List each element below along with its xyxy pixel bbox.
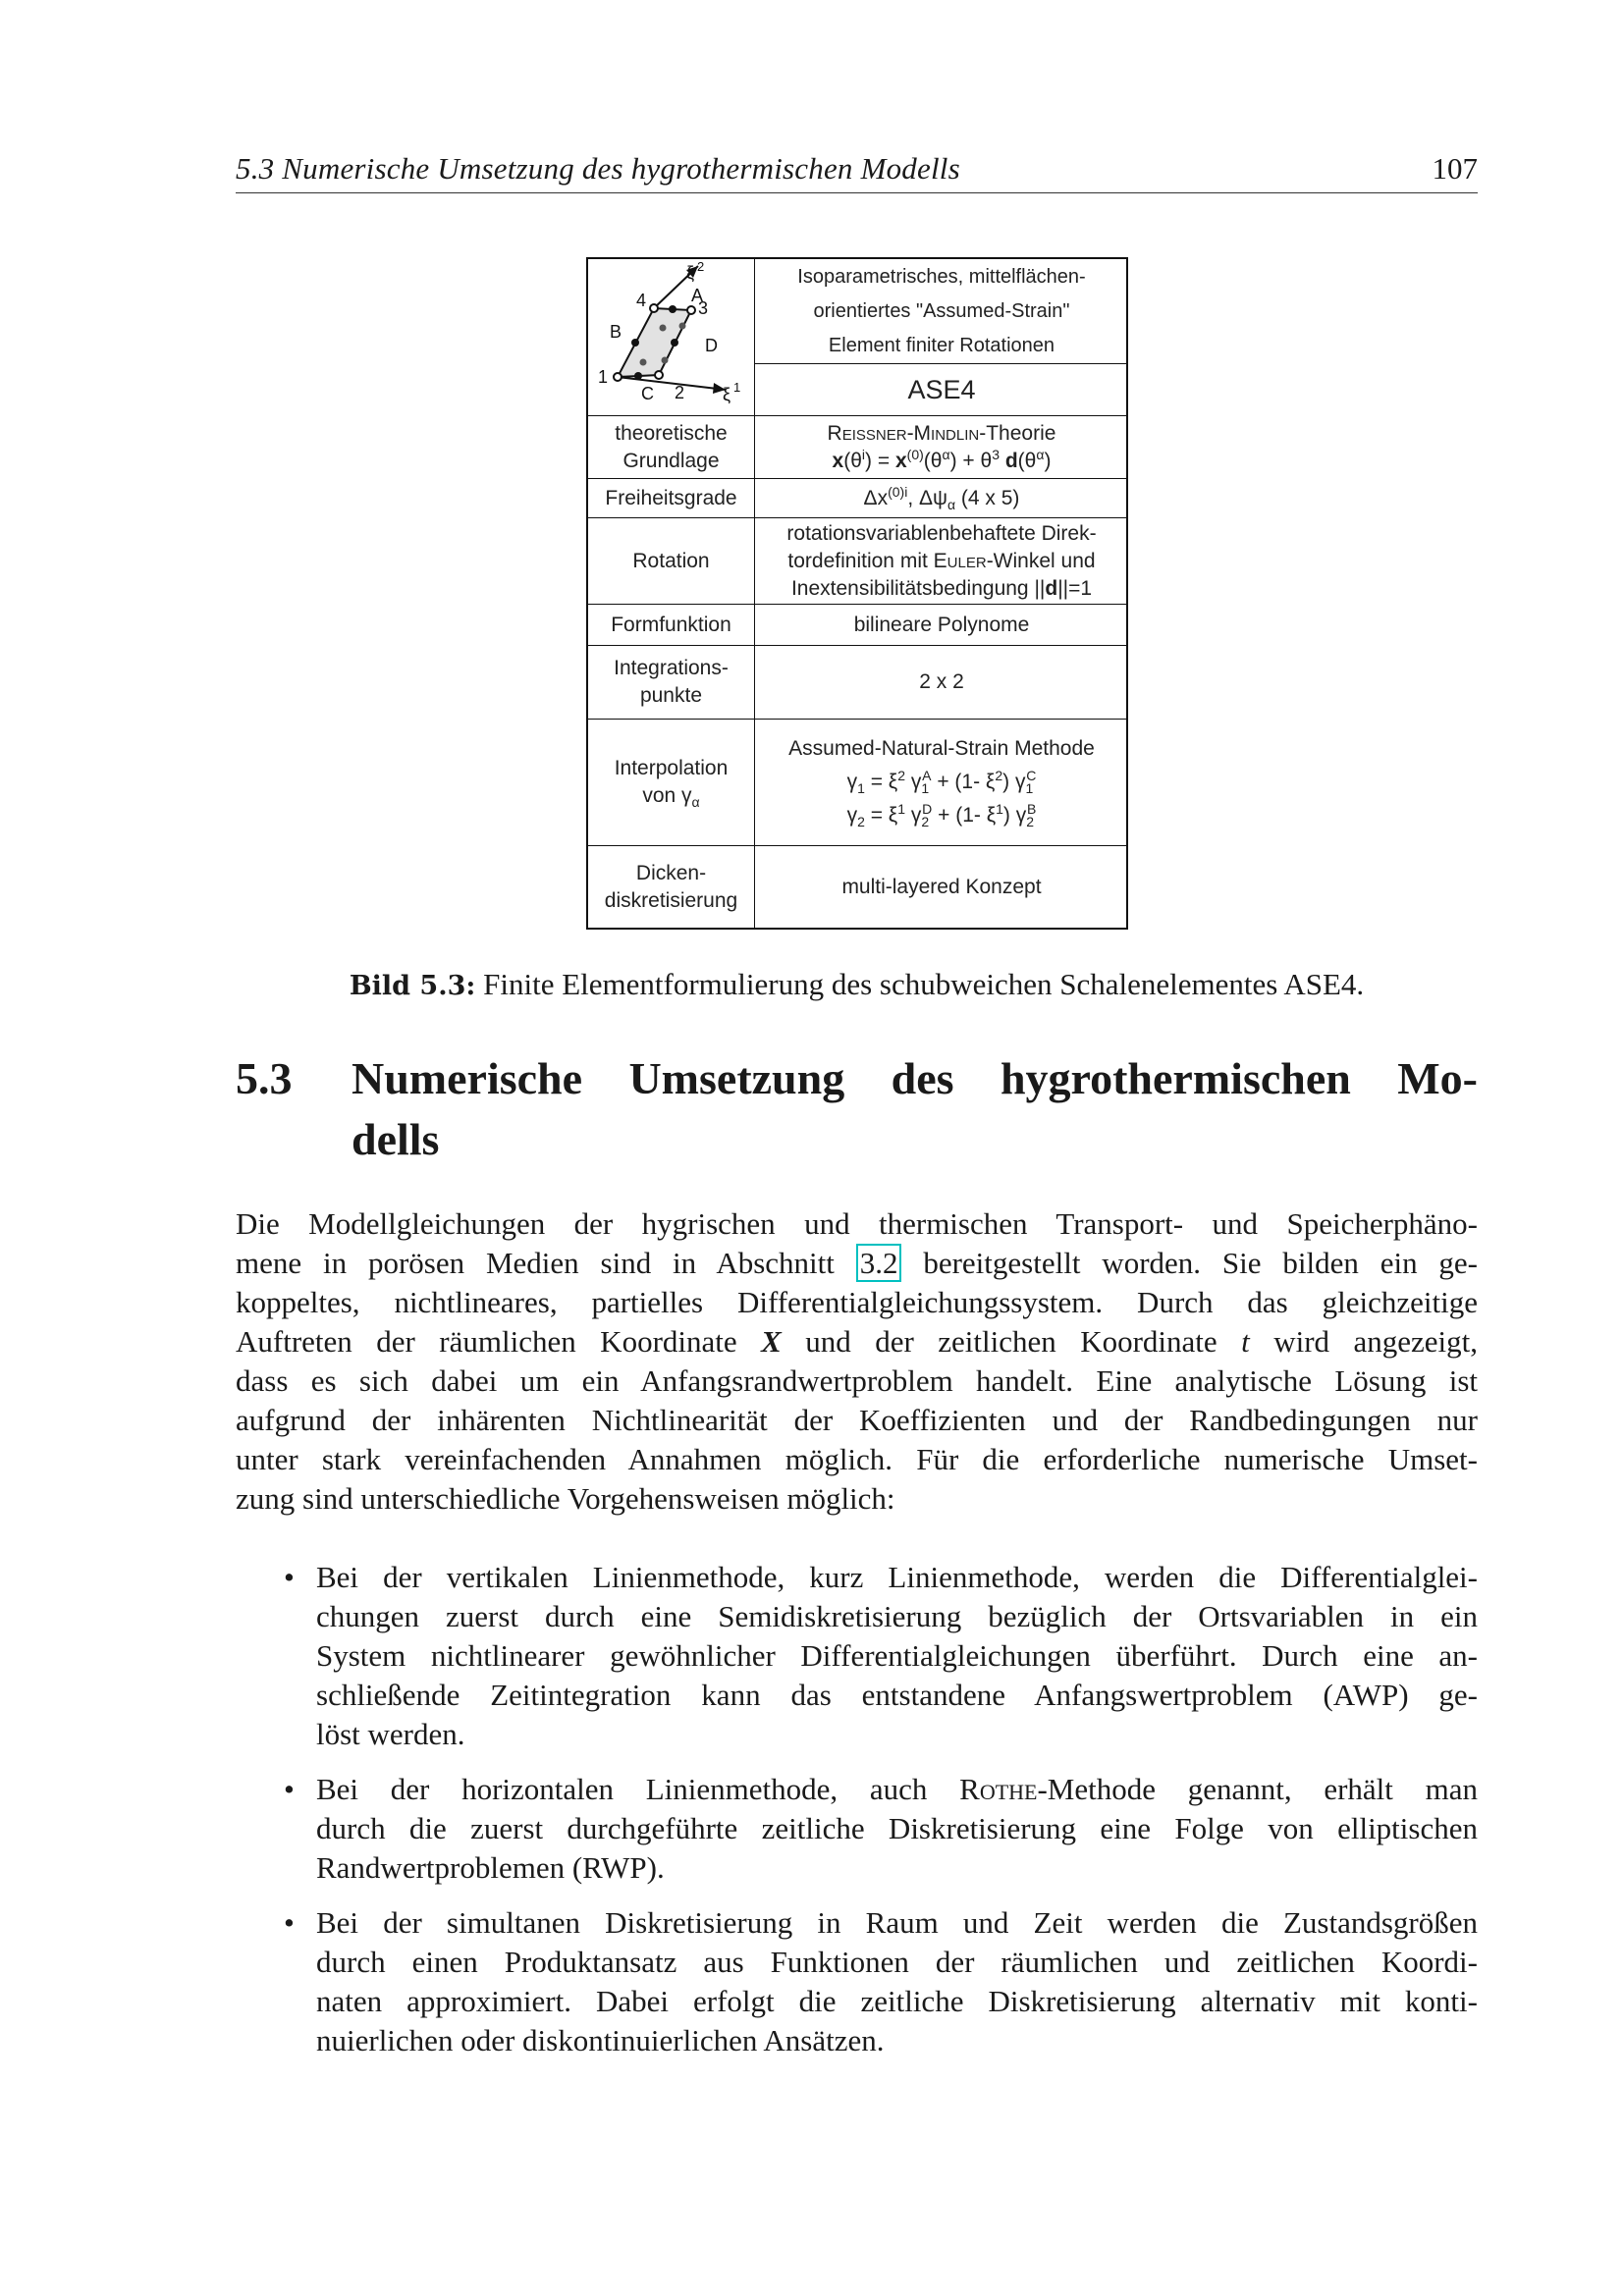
xi1-axis-label: ξ: [723, 385, 731, 404]
integration-label-cell: [588, 646, 754, 719]
theory-formula: $x(\theta^i) = x^{(0)}(\theta^\alpha) + \theta^3$ $d(\theta^\alpha)$: [832, 446, 1052, 472]
thickness-label-line-1: Dicken-: [635, 861, 707, 884]
paragraph-line: mene in porösen Medien sind in Abschnitt 3.2 bereitgestellt worden. Sie bilden ein ge-: [236, 1246, 1479, 1280]
interpolation-label-cell: [588, 720, 754, 845]
paragraph-line: dass es sich dabei um ein Anfangsrandwertproblem handelt. Eine analytische Lösung ist: [236, 1363, 1478, 1398]
paragraph-line: unter stark vereinfachenden Annahmen möglich. Für die erforderliche numerische Umset-: [236, 1442, 1478, 1476]
midpoint-a-label: A: [691, 286, 704, 305]
figure-element-table: [586, 257, 1128, 930]
rotation-value-line-3: Inextensibilitätsbedingung ||d||=1: [790, 576, 1093, 600]
midpoint-b-marker: [631, 339, 639, 347]
paragraph-line: koppeltes, nichtlineares, partielles Differentialgleichungssystem. Durch das gleichzeitige: [236, 1285, 1478, 1319]
math-symbol-x: X: [761, 1324, 782, 1359]
list-item-text: [316, 1770, 1478, 1888]
body-paragraph: [236, 1204, 1478, 1519]
interpolation-label-line-2: von $\gamma_\alpha$: [642, 784, 700, 811]
shape-value: bilineare Polynome: [853, 613, 1030, 636]
xi2-axis-label: ξ: [686, 263, 695, 283]
theory-label-line-2: Grundlage: [622, 449, 720, 472]
rotation-label-cell: [588, 518, 754, 604]
bullet-icon: •: [284, 1772, 295, 1806]
node-2-marker: [655, 371, 663, 379]
thickness-label-line-2: diskretisierung: [604, 888, 738, 912]
list-item-line: System nichtlinearer gewöhnlicher Differentialgleichungen überführt. Durch eine an-: [316, 1638, 1478, 1673]
xi1-axis-sup: 1: [733, 380, 741, 395]
dof-label: Freiheitsgrade: [605, 486, 737, 509]
integration-value-cell: [755, 646, 1128, 719]
list-item-line: schließende Zeitintegration kann das entstandene Anfangswertproblem (AWP) ge-: [316, 1678, 1478, 1712]
section-title: [352, 1048, 1478, 1170]
xi2-axis-sup: 2: [697, 259, 705, 274]
list-item-line: Randwertproblemen (RWP).: [316, 1850, 665, 1885]
list-item-line: Bei der horizontalen Linienmethode, auch Rothe-Methode genannt, erhält man: [316, 1772, 1478, 1806]
list-item-text: [316, 1558, 1478, 1754]
integration-value: 2 x 2: [919, 670, 964, 693]
list-item-text: [316, 1903, 1478, 2060]
paragraph-line: Die Modellgleichungen der hygrischen und thermischen Transport- und Speicherphäno-: [236, 1206, 1478, 1241]
list-item-line: nuierlichen oder diskontinuierlichen Ansätzen.: [316, 2023, 885, 2057]
midpoint-b-label: B: [610, 322, 622, 342]
gauss-point-4: [679, 323, 686, 330]
figure-caption: [236, 967, 1478, 1002]
running-title: 5.3 Numerische Umsetzung des hygrothermischen Modells: [236, 151, 960, 186]
shape-value-cell: [755, 605, 1128, 645]
dof-value: $\Delta x^{(0)i}$, $\Delta\psi_\alpha$ (4 x 5): [863, 483, 1020, 512]
node-3-label: 3: [698, 298, 709, 318]
element-description-line-1: Isoparametrisches, mittelflächen-: [797, 265, 1086, 288]
gauss-point-3: [660, 325, 667, 332]
shape-label: Formfunktion: [611, 613, 731, 636]
midpoint-d-label: D: [705, 336, 718, 355]
gauss-point-2: [662, 357, 669, 364]
theory-label-line-1: theoretische: [615, 421, 728, 445]
node-2-label: 2: [675, 383, 685, 402]
list-item-line: löst werden.: [316, 1717, 465, 1751]
paragraph-line: aufgrund der inhärenten Nichtlinearität der Koeffizienten und der Randbedingungen nur: [236, 1403, 1478, 1437]
element-name: ASE4: [907, 375, 976, 404]
section-title-line-2: dells: [352, 1114, 440, 1164]
node-1-marker: [614, 373, 622, 381]
element-description-line-2: orientiertes "Assumed-Strain": [813, 299, 1070, 322]
interpolation-label-line-1: Interpolation: [614, 757, 729, 779]
list-item-line: Bei der simultanen Diskretisierung in Raum und Zeit werden die Zustandsgrößen: [316, 1905, 1478, 1940]
list-item-line: durch die zuerst durchgeführte zeitliche Diskretisierung eine Folge von elliptischen: [316, 1811, 1478, 1845]
interpolation-method: Assumed-Natural-Strain Methode: [788, 737, 1095, 760]
theory-name: Reissner-Mindlin-Theorie: [827, 421, 1056, 445]
section-number: 5.3: [236, 1053, 293, 1103]
interpolation-formula-2: $\gamma_2 = \xi^1$ $\gamma_2^D + (1-$ $\xi^1$) $\gamma_2^B$: [846, 801, 1037, 830]
theory-label-cell: [588, 416, 754, 478]
section-reference-link[interactable]: 3.2: [856, 1244, 902, 1282]
dof-value-cell: [755, 479, 1128, 517]
page-number: 107: [1432, 151, 1478, 186]
midpoint-c-label: C: [641, 384, 654, 403]
interpolation-formula-1: $\gamma_1 = \xi^2$ $\gamma_1^A + (1-$ $\xi^2$) $\gamma_1^C$: [846, 768, 1037, 797]
element-quad-shape: [618, 308, 691, 377]
bullet-icon: •: [284, 1905, 295, 1940]
section-title-line-1: Numerische Umsetzung des hygrothermischen Mo-: [352, 1053, 1478, 1103]
midpoint-d-marker: [671, 339, 678, 347]
element-description-line-3: Element finiter Rotationen: [828, 334, 1055, 356]
xi1-axis-arrow: [618, 377, 726, 390]
math-symbol-t: t: [1241, 1324, 1250, 1359]
shape-label-cell: [588, 605, 754, 645]
integration-label-line-2: punkte: [639, 684, 703, 707]
rotation-value-line-2: tordefinition mit Euler-Winkel und: [787, 549, 1096, 572]
element-sketch-diagram: [588, 259, 754, 416]
thickness-value-cell: [755, 846, 1128, 928]
paragraph-line: zung sind unterschiedliche Vorgehensweisen möglich:: [236, 1481, 895, 1516]
list-item-line: naten approximiert. Dabei erfolgt die zeitliche Diskretisierung alternativ mit konti-: [316, 1984, 1478, 2018]
thickness-value: multi-layered Konzept: [841, 875, 1042, 898]
midpoint-a-marker: [669, 305, 676, 313]
dof-label-cell: [588, 479, 754, 517]
paragraph-line: Auftreten der räumlichen Koordinate X und der zeitlichen Koordinate t wird angezeigt,: [236, 1324, 1479, 1359]
bullet-icon: •: [284, 1560, 295, 1594]
element-description-cell: [755, 259, 1128, 363]
integration-label-line-1: Integrations-: [614, 657, 729, 679]
element-name-cell: [755, 364, 1128, 415]
running-header: [236, 147, 1478, 193]
caption-label: Bild 5.3:: [349, 971, 476, 1001]
node-3-marker: [687, 306, 695, 314]
interpolation-value-cell: [755, 720, 1128, 845]
thickness-label-cell: [588, 846, 754, 928]
node-4-marker: [650, 304, 658, 312]
list-item-line: durch einen Produktansatz aus Funktionen der räumlichen und zeitlichen Koordi-: [316, 1945, 1478, 1979]
gauss-point-1: [640, 359, 647, 366]
rotation-value-cell: [755, 518, 1128, 604]
theory-value-cell: [755, 416, 1128, 478]
caption-text: Finite Elementformulierung des schubweichen Schalenelementes ASE4.: [483, 967, 1365, 1001]
node-1-label: 1: [598, 367, 609, 387]
midpoint-c-marker: [634, 372, 642, 380]
list-item-line: chungen zuerst durch eine Semidiskretisierung bezüglich der Ortsvariablen in ein: [316, 1599, 1478, 1633]
rotation-value-line-1: rotationsvariablenbehaftete Direk-: [786, 521, 1097, 545]
rotation-label: Rotation: [632, 549, 710, 572]
node-4-label: 4: [636, 291, 647, 310]
list-item-line: Bei der vertikalen Linienmethode, kurz Linienmethode, werden die Differentialglei-: [316, 1560, 1478, 1594]
